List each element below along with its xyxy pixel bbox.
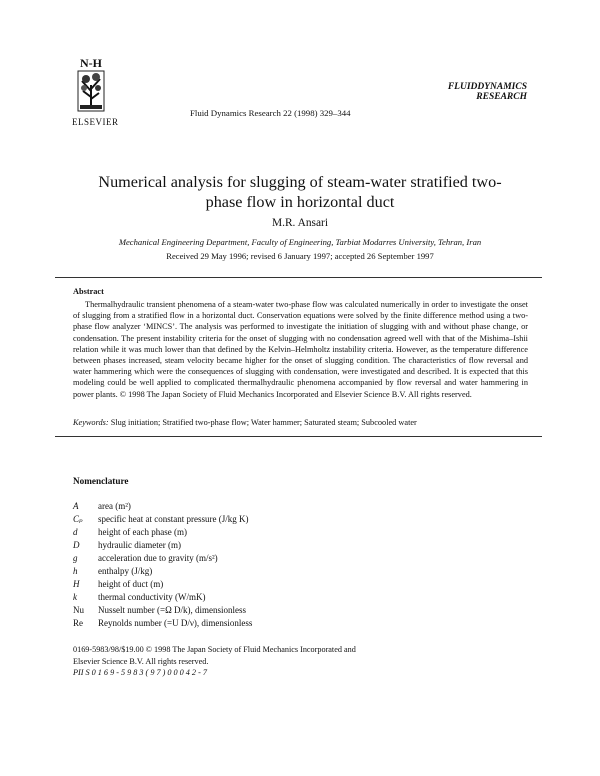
nomenclature-list — [73, 500, 493, 630]
nomenclature-heading: Nomenclature — [73, 476, 129, 486]
abstract-heading: Abstract — [73, 287, 104, 296]
nomenclature-definition: area (m²) — [98, 501, 131, 511]
nomenclature-symbol: Cₚ — [73, 514, 83, 524]
list-item — [73, 617, 493, 630]
journal-logo-line2: RESEARCH — [476, 92, 527, 102]
footer-line-1: 0169-5983/98/$19.00 © 1998 The Japan Society of Fluid Mechanics Incorporated and — [73, 645, 356, 654]
bottom-divider — [55, 436, 542, 437]
nomenclature-definition: height of duct (m) — [98, 579, 164, 589]
nomenclature-definition: height of each phase (m) — [98, 527, 187, 537]
abstract-text: Thermalhydraulic transient phenomena of a steam-water two-phase flow was calculated numerically in order to investigate the onset of slugging from a stratified flow in a horizontal duct. Conservation equations were solved by the finite difference method using a two-phase flow analyzer ‘MINCS’. The analysis was performed to investigate the initiation of slugging with and without phase change, or condensation. The present instability criteria for the onset of slugging with no condensation agreed well with that of the Mishima–Ishii relation while it was much lower than that defined by the Kelvin–Helmholtz instability criteria. However, as the temperature difference between phases increased, steam velocity became higher for the onset of slugging condition. The characteristics of flow reversal and water hammering which were the consequences of slugging with condensation, were investigated and described. It is expected that this modeling could be well applied to complicated thermalhydraulic phenomena accompanied by flow reversal and water hammering in power plants. © 1998 The Japan Society of Fluid Mechanics Incorporated and Elsevier Science B.V. All rights reserved. — [73, 300, 528, 399]
publisher-name: ELSEVIER — [72, 117, 119, 127]
nomenclature-definition: Nusselt number (=Ω D/k), dimensionless — [98, 605, 246, 615]
nomenclature-definition: thermal conductivity (W/mK) — [98, 592, 206, 602]
list-item — [73, 552, 493, 565]
footer-pii: PII S 0 1 6 9 - 5 9 8 3 ( 9 7 ) 0 0 0 4 2 - 7 — [73, 668, 207, 677]
list-item — [73, 539, 493, 552]
list-item — [73, 565, 493, 578]
list-item — [73, 513, 493, 526]
article-title: Numerical analysis for slugging of steam-water stratified two-phase flow in horizontal duct — [98, 173, 502, 211]
keywords-list: Slug initiation; Stratified two-phase flow; Water hammer; Saturated steam; Subcooled water — [110, 418, 417, 427]
footer-line-2: Elsevier Science B.V. All rights reserved. — [73, 656, 209, 666]
list-item — [73, 604, 493, 617]
nomenclature-symbol: g — [73, 553, 78, 563]
nomenclature-symbol: h — [73, 566, 78, 576]
nomenclature-definition: specific heat at constant pressure (J/kg K) — [98, 514, 249, 524]
nomenclature-symbol: Re — [73, 618, 83, 628]
received-dates: Received 29 May 1996; revised 6 January 1997; accepted 26 September 1997 — [166, 251, 434, 261]
journal-reference: Fluid Dynamics Research 22 (1998) 329–344 — [190, 108, 351, 118]
nomenclature-symbol: k — [73, 592, 77, 602]
nomenclature-symbol: Nu — [73, 605, 84, 615]
nomenclature-symbol: D — [73, 540, 80, 550]
nomenclature-definition: hydraulic diameter (m) — [98, 540, 181, 550]
nomenclature-definition: enthalpy (J/kg) — [98, 566, 153, 576]
nomenclature-symbol: A — [73, 501, 79, 511]
nomenclature-symbol: H — [73, 579, 80, 589]
tree-emblem-icon — [68, 55, 138, 117]
journal-logo-line1: FLUIDDYNAMICS — [447, 82, 527, 92]
list-item — [73, 578, 493, 591]
keywords — [73, 418, 417, 427]
article-author: M.R. Ansari — [271, 217, 328, 229]
top-divider — [55, 277, 542, 278]
elsevier-logo — [68, 55, 138, 125]
nomenclature-definition: Reynolds number (=U D/ν), dimensionless — [98, 618, 253, 628]
list-item — [73, 500, 493, 513]
list-item — [73, 526, 493, 539]
nomenclature-symbol: d — [73, 527, 78, 537]
journal-logo — [432, 82, 527, 102]
copyright-footer — [73, 644, 356, 679]
publisher-logo-text: N-H — [80, 56, 102, 70]
list-item — [73, 591, 493, 604]
keywords-label: Keywords: — [73, 418, 109, 427]
author-affiliation: Mechanical Engineering Department, Faculty of Engineering, Tarbiat Modarres University, Tehran, Iran — [118, 237, 482, 247]
nomenclature-definition: acceleration due to gravity (m/s²) — [98, 553, 218, 563]
